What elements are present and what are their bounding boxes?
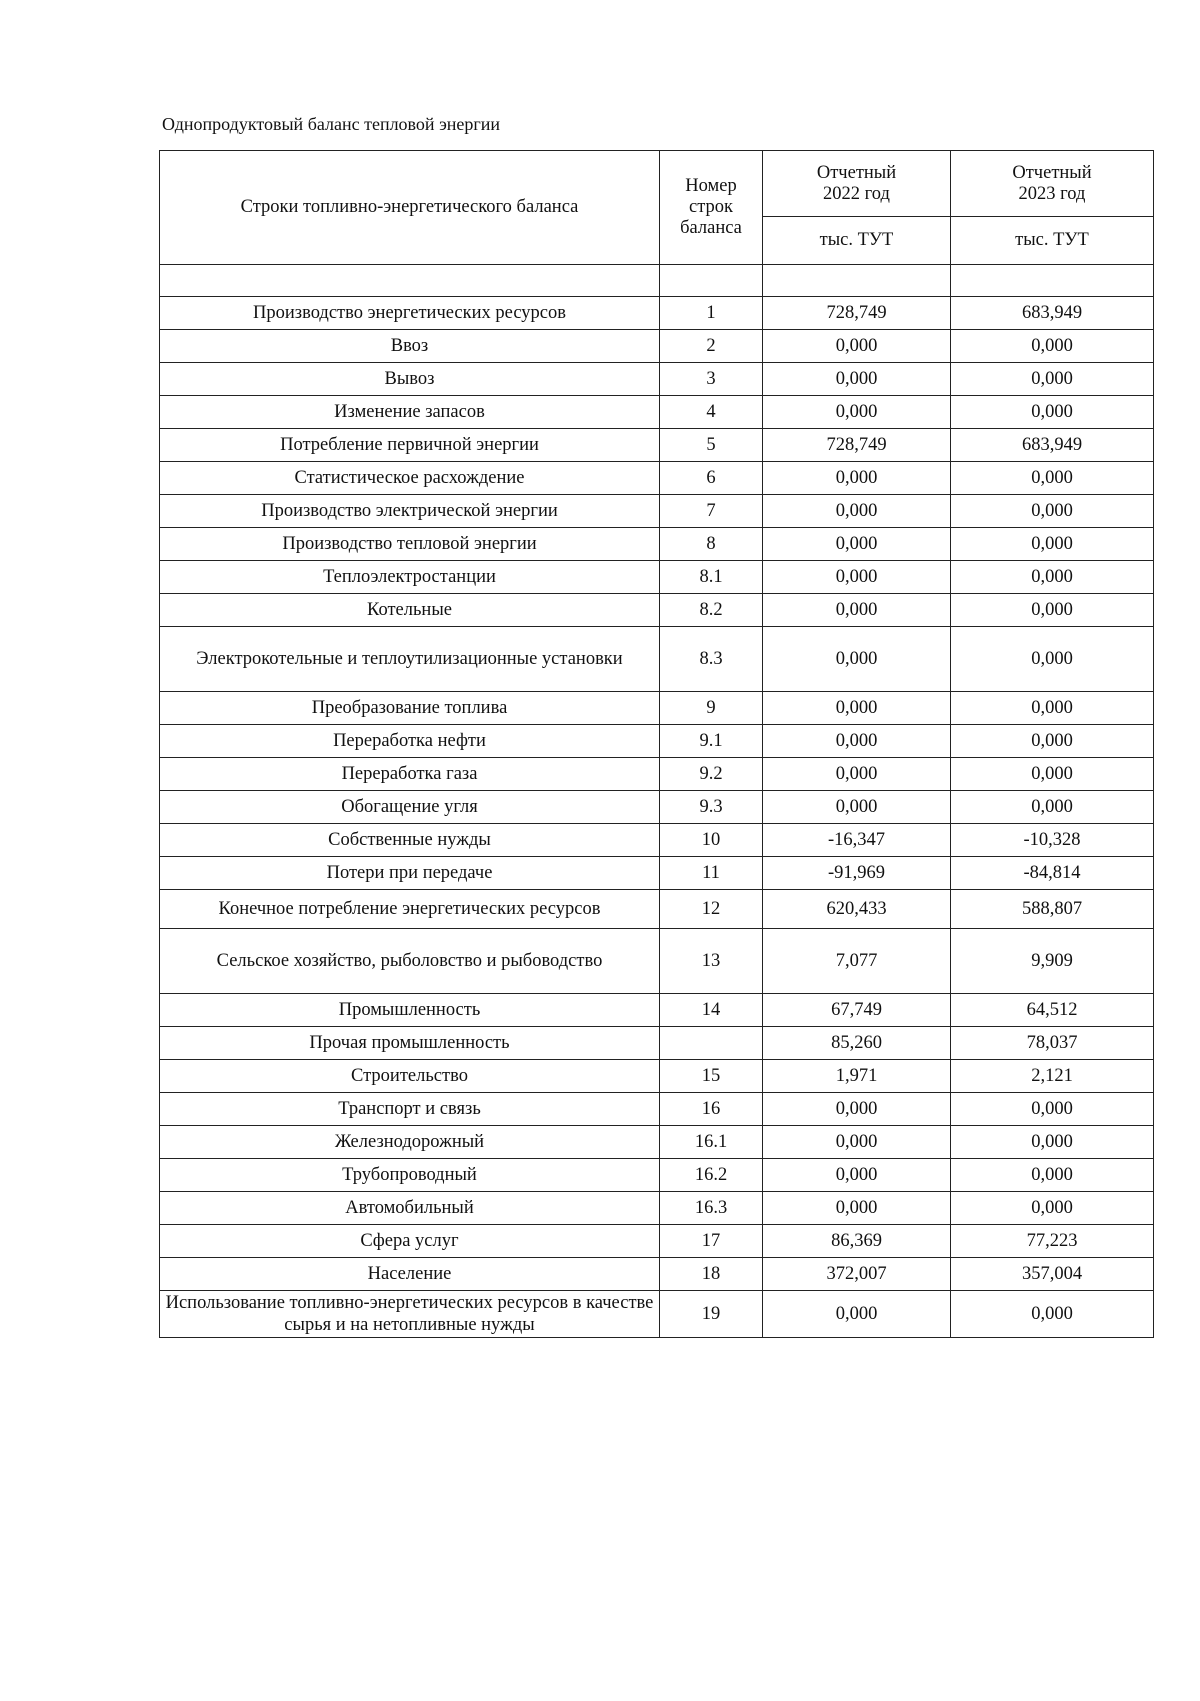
table-row: [160, 594, 1154, 627]
row-value-2022: 0,000: [763, 495, 951, 528]
table-row: [160, 330, 1154, 363]
table-row: [160, 1159, 1154, 1192]
table-row: [160, 994, 1154, 1027]
row-name: Изменение запасов: [160, 396, 660, 429]
row-number: 16.1: [660, 1126, 763, 1159]
row-value-2023: 78,037: [951, 1027, 1154, 1060]
row-value-2022: 620,433: [763, 890, 951, 929]
row-value-2022: 0,000: [763, 1126, 951, 1159]
row-number: 8.1: [660, 561, 763, 594]
row-value-2022: 728,749: [763, 429, 951, 462]
row-number: 4: [660, 396, 763, 429]
row-value-2022: 0,000: [763, 363, 951, 396]
row-value-2023: 0,000: [951, 1093, 1154, 1126]
row-value-2023: 0,000: [951, 758, 1154, 791]
row-number: 14: [660, 994, 763, 1027]
row-name: Автомобильный: [160, 1192, 660, 1225]
table-row: [160, 725, 1154, 758]
row-number: [660, 265, 763, 297]
row-number: [660, 1027, 763, 1060]
row-name: Теплоэлектростанции: [160, 561, 660, 594]
table-row: [160, 1225, 1154, 1258]
row-value-2022: 0,000: [763, 725, 951, 758]
row-value-2022: 0,000: [763, 330, 951, 363]
table-row: [160, 758, 1154, 791]
row-value-2022: 0,000: [763, 561, 951, 594]
table-row: [160, 1027, 1154, 1060]
row-name: Конечное потребление энергетических ресурсов: [160, 890, 660, 929]
header-year-2023: [951, 151, 1154, 217]
row-name: Статистическое расхождение: [160, 462, 660, 495]
row-value-2023: 0,000: [951, 1126, 1154, 1159]
row-name: Строительство: [160, 1060, 660, 1093]
row-name: Обогащение угля: [160, 791, 660, 824]
table-row: [160, 1093, 1154, 1126]
row-value-2023: 0,000: [951, 495, 1154, 528]
row-value-2023: 9,909: [951, 929, 1154, 994]
row-value-2023: 0,000: [951, 363, 1154, 396]
row-name: Переработка газа: [160, 758, 660, 791]
row-value-2022: 0,000: [763, 692, 951, 725]
row-value-2022: 0,000: [763, 627, 951, 692]
row-number: 6: [660, 462, 763, 495]
table-row: [160, 1291, 1154, 1338]
row-value-2022: 372,007: [763, 1258, 951, 1291]
row-name: Котельные: [160, 594, 660, 627]
table-row: [160, 528, 1154, 561]
header-year-2023-line2: 2023 год: [1018, 183, 1086, 204]
row-name: Вывоз: [160, 363, 660, 396]
header-line-number: [660, 151, 763, 265]
page-title: Однопродуктовый баланс тепловой энергии: [162, 114, 501, 134]
row-value-2023: 683,949: [951, 297, 1154, 330]
row-value-2023: [951, 265, 1154, 297]
table-row: [160, 1060, 1154, 1093]
row-value-2022: 7,077: [763, 929, 951, 994]
row-name: Производство тепловой энергии: [160, 528, 660, 561]
table-row: [160, 1258, 1154, 1291]
row-value-2022: 728,749: [763, 297, 951, 330]
table-row: [160, 462, 1154, 495]
row-value-2023: 2,121: [951, 1060, 1154, 1093]
table-row: [160, 627, 1154, 692]
row-value-2022: -16,347: [763, 824, 951, 857]
row-number: 9: [660, 692, 763, 725]
table-row: [160, 495, 1154, 528]
row-name: Потери при передаче: [160, 857, 660, 890]
row-value-2022: 0,000: [763, 791, 951, 824]
table-row: [160, 429, 1154, 462]
header-row: [160, 151, 1154, 217]
header-year-2022: [763, 151, 951, 217]
row-number: 12: [660, 890, 763, 929]
row-name: Сфера услуг: [160, 1225, 660, 1258]
row-number: 1: [660, 297, 763, 330]
row-value-2023: 0,000: [951, 725, 1154, 758]
row-name: Потребление первичной энергии: [160, 429, 660, 462]
row-name: Сельское хозяйство, рыболовство и рыбоводство: [160, 929, 660, 994]
row-value-2022: 0,000: [763, 1291, 951, 1338]
row-name: Трубопроводный: [160, 1159, 660, 1192]
table-row: [160, 929, 1154, 994]
row-value-2023: 0,000: [951, 561, 1154, 594]
table-row: [160, 692, 1154, 725]
row-name: Переработка нефти: [160, 725, 660, 758]
row-name: Прочая промышленность: [160, 1027, 660, 1060]
table-row: [160, 396, 1154, 429]
row-name: Электрокотельные и теплоутилизационные установки: [160, 627, 660, 692]
row-number: 16: [660, 1093, 763, 1126]
row-number: 8: [660, 528, 763, 561]
row-number: 15: [660, 1060, 763, 1093]
row-number: 8.2: [660, 594, 763, 627]
row-value-2022: -91,969: [763, 857, 951, 890]
row-value-2022: 0,000: [763, 528, 951, 561]
row-number: 7: [660, 495, 763, 528]
header-line-number-2: строк: [688, 197, 733, 217]
row-value-2023: 77,223: [951, 1225, 1154, 1258]
row-number: 9.1: [660, 725, 763, 758]
table-row: [160, 561, 1154, 594]
energy-balance-table: [159, 150, 1154, 1338]
row-number: 11: [660, 857, 763, 890]
row-number: 18: [660, 1258, 763, 1291]
row-value-2022: 0,000: [763, 1159, 951, 1192]
row-value-2023: 0,000: [951, 1291, 1154, 1338]
header-unit-2023: тыс. ТУТ: [951, 217, 1154, 265]
row-number: 9.3: [660, 791, 763, 824]
row-name: Транспорт и связь: [160, 1093, 660, 1126]
row-value-2023: 0,000: [951, 791, 1154, 824]
row-number: 10: [660, 824, 763, 857]
row-number: 19: [660, 1291, 763, 1338]
row-number: 16.3: [660, 1192, 763, 1225]
row-value-2023: 0,000: [951, 396, 1154, 429]
table-row: [160, 791, 1154, 824]
row-name: Использование топливно-энергетических ресурсов в качестве сырья и на нетопливные нужды: [160, 1291, 660, 1338]
spacer-row: [160, 265, 1154, 297]
table-row: [160, 1192, 1154, 1225]
header-year-2023-line1: Отчетный: [1012, 162, 1092, 183]
row-value-2022: 67,749: [763, 994, 951, 1027]
row-value-2022: 0,000: [763, 1192, 951, 1225]
table-row: [160, 857, 1154, 890]
row-name: Ввоз: [160, 330, 660, 363]
table-row: [160, 363, 1154, 396]
table-row: [160, 824, 1154, 857]
row-value-2022: 1,971: [763, 1060, 951, 1093]
row-name: Преобразование топлива: [160, 692, 660, 725]
row-value-2022: [763, 265, 951, 297]
row-value-2023: 0,000: [951, 330, 1154, 363]
header-line-number-3: баланса: [680, 218, 742, 238]
row-value-2023: 683,949: [951, 429, 1154, 462]
header-year-2022-line2: 2022 год: [823, 183, 890, 204]
row-value-2023: -10,328: [951, 824, 1154, 857]
row-number: 5: [660, 429, 763, 462]
row-name: [160, 265, 660, 297]
row-number: 13: [660, 929, 763, 994]
row-name: Железнодорожный: [160, 1126, 660, 1159]
row-value-2022: 0,000: [763, 396, 951, 429]
row-value-2023: 0,000: [951, 462, 1154, 495]
row-name: Производство электрической энергии: [160, 495, 660, 528]
table-row: [160, 1126, 1154, 1159]
header-year-2022-line1: Отчетный: [816, 162, 897, 183]
row-value-2023: 64,512: [951, 994, 1154, 1027]
row-value-2023: 0,000: [951, 692, 1154, 725]
row-value-2023: 0,000: [951, 627, 1154, 692]
row-value-2022: 0,000: [763, 758, 951, 791]
table-row: [160, 890, 1154, 929]
table-row: [160, 297, 1154, 330]
header-line-number-1: Номер: [685, 176, 737, 196]
row-value-2022: 0,000: [763, 462, 951, 495]
row-name: Население: [160, 1258, 660, 1291]
row-value-2023: 0,000: [951, 1192, 1154, 1225]
header-unit-2022: тыс. ТУТ: [763, 217, 951, 265]
row-name: Производство энергетических ресурсов: [160, 297, 660, 330]
row-name: Собственные нужды: [160, 824, 660, 857]
header-balance-lines: Строки топливно-энергетического баланса: [160, 151, 660, 265]
row-value-2023: 0,000: [951, 528, 1154, 561]
row-value-2023: -84,814: [951, 857, 1154, 890]
row-number: 8.3: [660, 627, 763, 692]
row-name: Промышленность: [160, 994, 660, 1027]
row-value-2023: 588,807: [951, 890, 1154, 929]
row-value-2022: 86,369: [763, 1225, 951, 1258]
row-value-2023: 0,000: [951, 594, 1154, 627]
row-value-2022: 0,000: [763, 594, 951, 627]
row-number: 16.2: [660, 1159, 763, 1192]
row-number: 17: [660, 1225, 763, 1258]
row-value-2022: 0,000: [763, 1093, 951, 1126]
row-value-2023: 357,004: [951, 1258, 1154, 1291]
row-number: 9.2: [660, 758, 763, 791]
row-number: 2: [660, 330, 763, 363]
row-value-2022: 85,260: [763, 1027, 951, 1060]
row-number: 3: [660, 363, 763, 396]
row-value-2023: 0,000: [951, 1159, 1154, 1192]
